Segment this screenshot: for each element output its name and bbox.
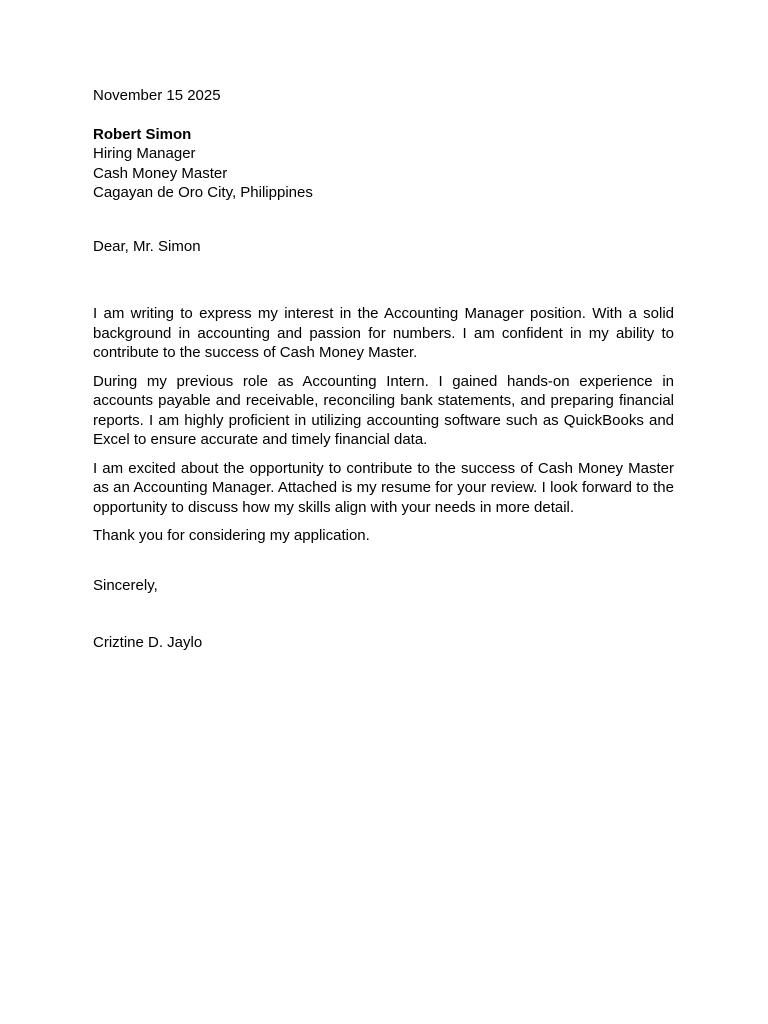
closing: Sincerely, <box>93 576 158 594</box>
body-paragraph: I am writing to express my interest in the Accounting Manager position. With a solid background in accounting and passion for numbers. I am confident in my ability to contribute to the success of Cash Money Master. <box>93 305 674 361</box>
recipient-address: Cagayan de Oro City, Philippines <box>93 184 313 201</box>
recipient-company: Cash Money Master <box>93 164 228 182</box>
salutation: Dear, Mr. Simon <box>93 237 201 255</box>
recipient-title: Hiring Manager <box>93 145 196 162</box>
body-paragraph: During my previous role as Accounting Intern. I gained hands-on experience in accounts payable and receivable, reconciling bank statements, and preparing financial reports. I am highly proficient in utilizing accounting software such as QuickBooks and Excel to ensure accurate and timely financial data. <box>93 372 674 448</box>
body-paragraph: Thank you for considering my application. <box>93 527 370 544</box>
recipient-block <box>93 125 674 203</box>
letter-body <box>93 304 674 546</box>
letter-page <box>93 86 674 653</box>
letter-date: November 15 2025 <box>93 87 221 104</box>
body-paragraph: I am excited about the opportunity to contribute to the success of Cash Money Master as an Accounting Manager. Attached is my resume for your review. I look forward to the opportunity to discuss how my skills align with your needs in more detail. <box>93 459 674 516</box>
recipient-name: Robert Simon <box>93 125 192 143</box>
signature-name: Criztine D. Jaylo <box>93 634 203 651</box>
